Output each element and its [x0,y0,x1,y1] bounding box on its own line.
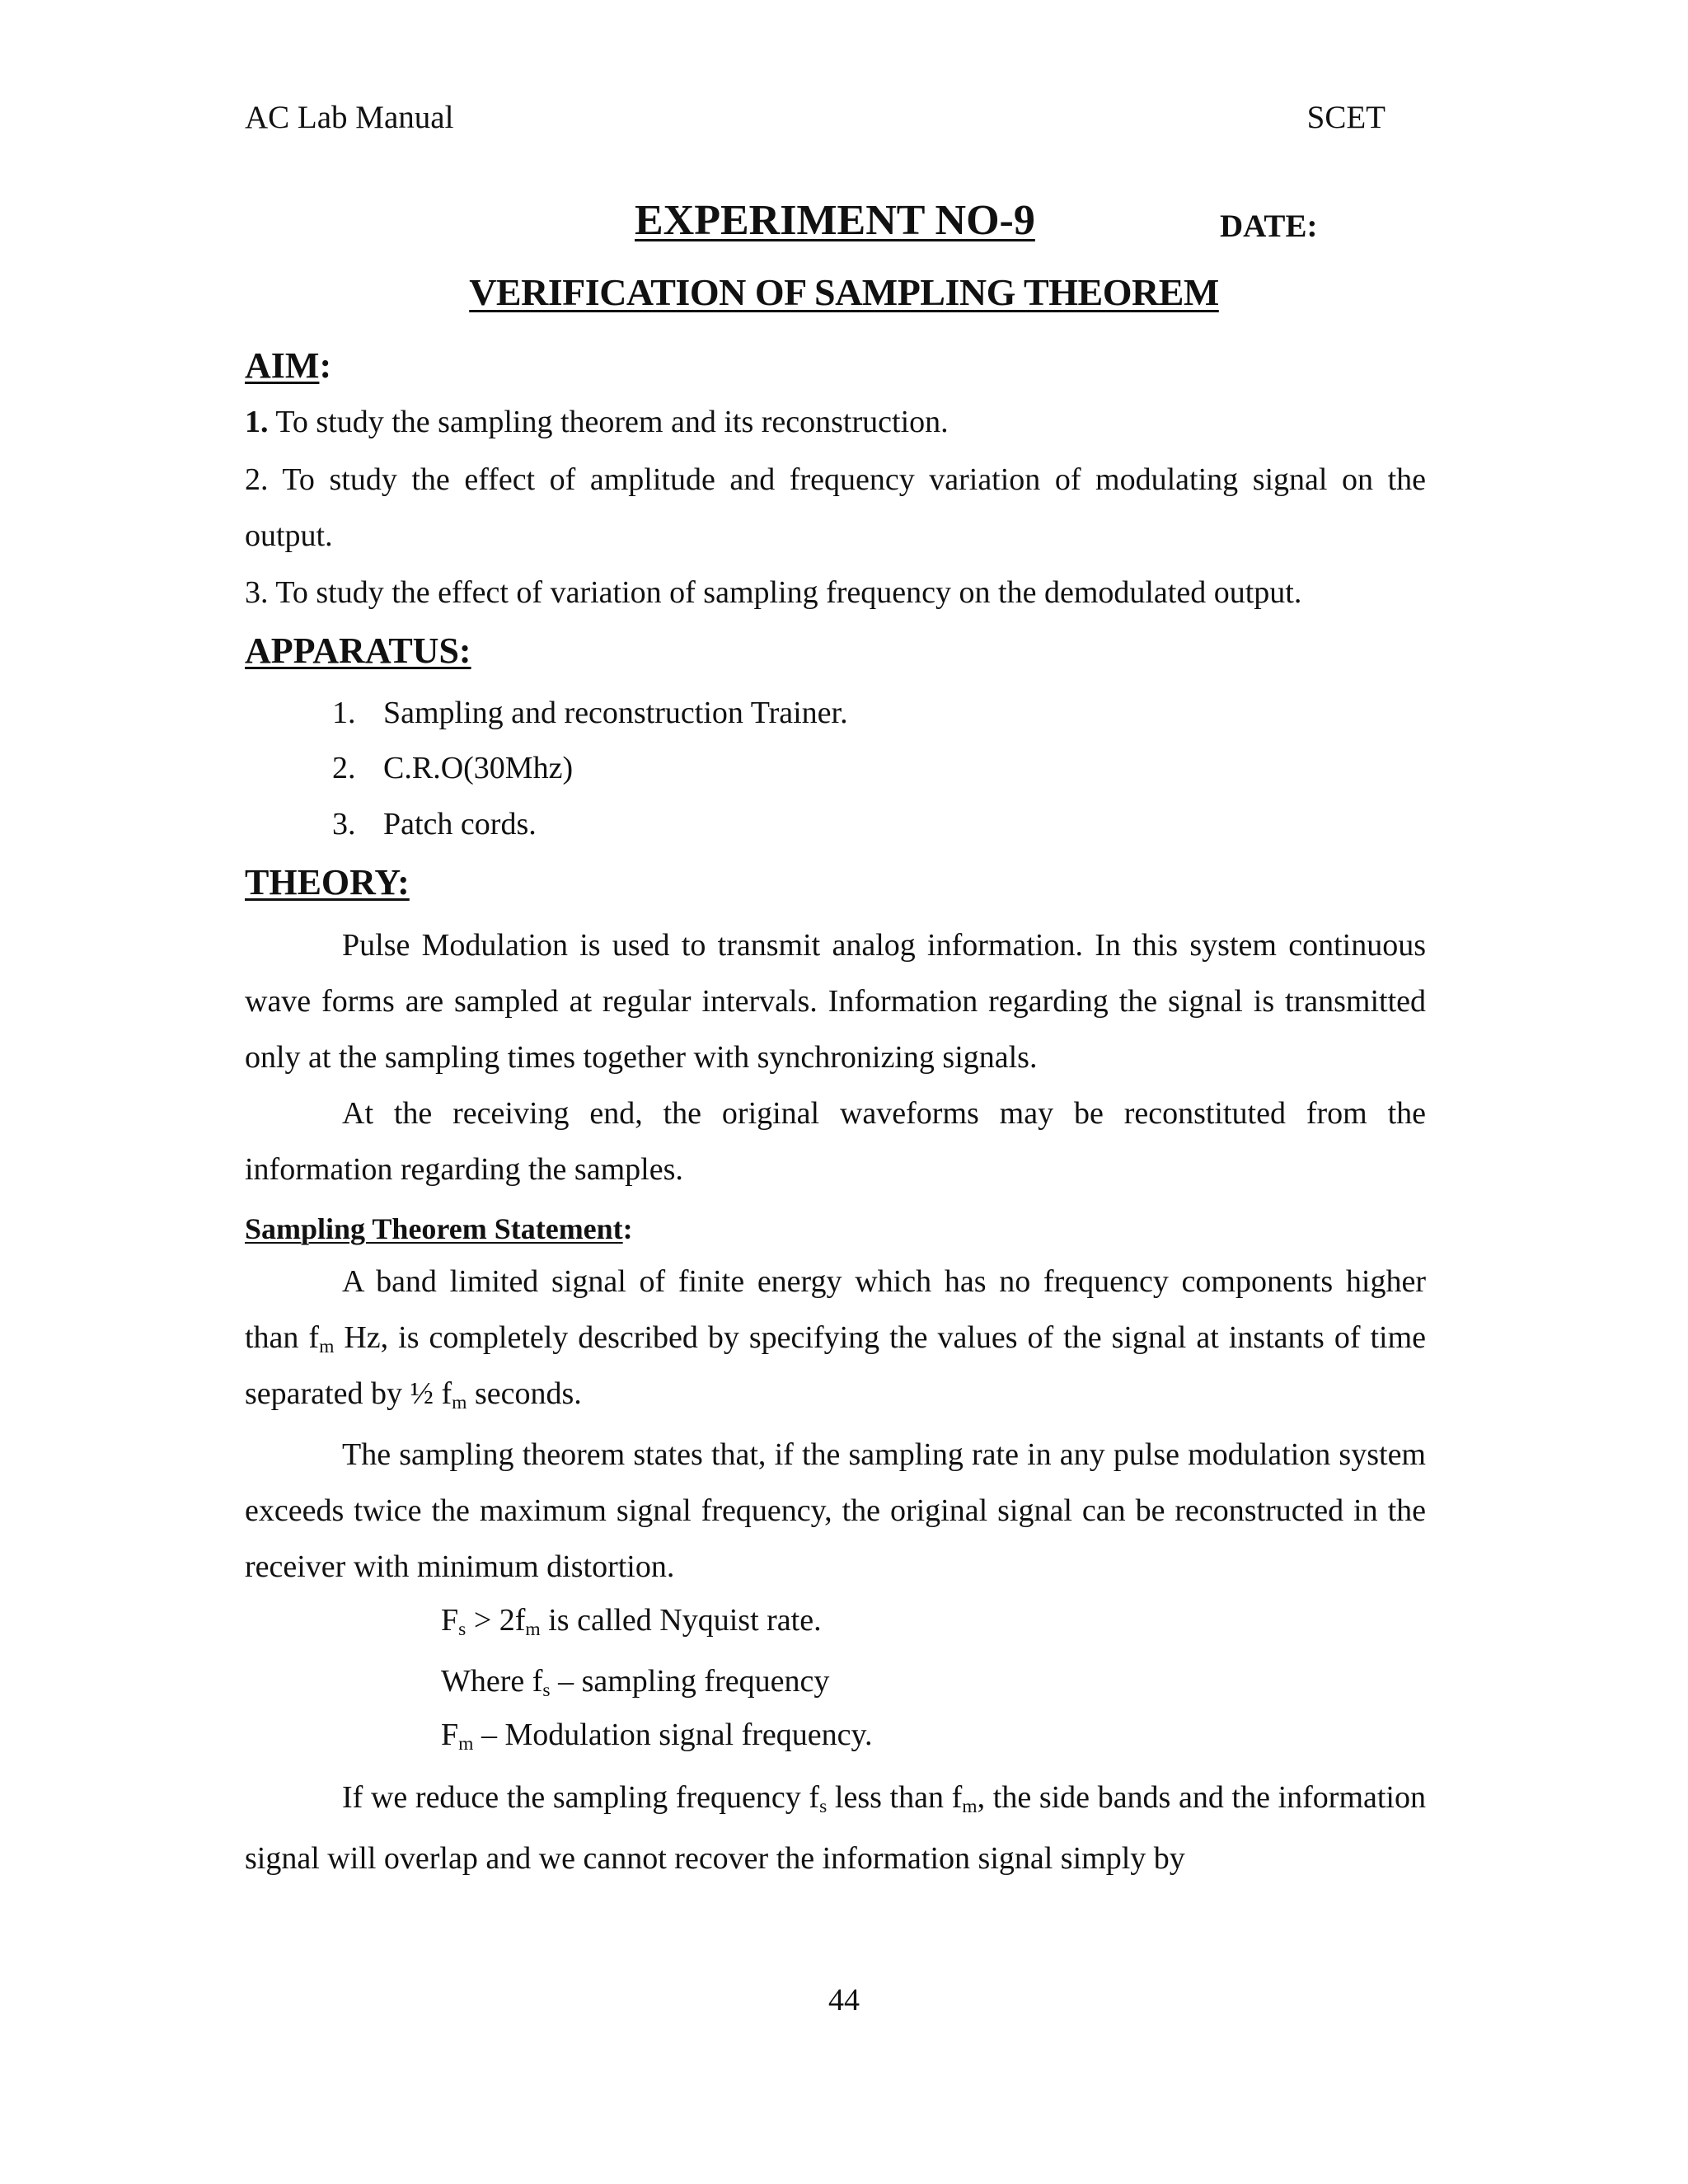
aim-item-1-text: To study the sampling theorem and its reconstruction. [275,405,949,439]
subscript-m: m [319,1335,335,1357]
subscript-m: m [962,1795,978,1817]
subscript-m: m [452,1391,467,1413]
experiment-subtitle: VERIFICATION OF SAMPLING THEOREM [469,271,1219,313]
statement-text-part: Hz, is completely described by specifying the values of the signal at instants of time separated by ½ f [245,1320,1426,1411]
apparatus-item-number: 1. [332,696,356,730]
apparatus-item-text: Patch cords. [383,807,537,841]
formula-text: > 2f [466,1603,526,1638]
aim-item-2: 2. To study the effect of amplitude and frequency variation of modulating signal on the output. [245,462,1426,553]
apparatus-item-number: 2. [332,751,356,785]
closing-paragraph [245,1767,1426,1889]
formula-text: – Modulation signal frequency. [473,1718,873,1752]
formula-text: Where f [441,1664,543,1699]
theory-paragraph-1: Pulse Modulation is used to transmit analog information. In this system continuous wave forms are sampled at regular intervals. Information regarding the signal is transmitted only at the sampling times together with synchronizing signals. [245,928,1426,1075]
statement-paragraph-1 [245,1254,1426,1422]
subscript-s: s [542,1679,551,1701]
page-number: 44 [828,1983,860,2018]
aim-heading-colon: : [319,345,332,386]
header-left: AC Lab Manual [245,100,454,135]
aim-heading [245,344,331,387]
theory-paragraph-2: At the receiving end, the original waveforms may be reconstituted from the information regarding the samples. [245,1096,1426,1187]
closing-text-part: less than f [827,1780,963,1815]
apparatus-heading [245,630,471,672]
aim-heading-text: AIM [245,345,320,386]
formula-text: F [441,1718,459,1752]
apparatus-item-text: Sampling and reconstruction Trainer. [383,696,848,730]
aim-item-3: 3. To study the effect of variation of sampling frequency on the demodulated output. [245,575,1302,610]
apparatus-item [332,695,848,731]
fm-definition [441,1717,873,1753]
apparatus-heading-text: APPARATUS: [245,630,471,671]
experiment-title: EXPERIMENT NO-9 [635,197,1035,244]
subscript-s: s [819,1795,828,1817]
date-label: DATE: [1220,209,1318,244]
nyquist-formula [441,1602,822,1638]
statement-heading-text: Sampling Theorem Statement [245,1212,623,1245]
statement-text-part: A band limited signal of finite energy which has no frequency components higher than f [245,1264,1426,1355]
apparatus-item [332,750,573,786]
subscript-m: m [458,1732,474,1755]
statement-text-part: seconds. [467,1376,582,1411]
statement-paragraph-2: The sampling theorem states that, if the sampling rate in any pulse modulation system exceeds twice the maximum signal frequency, the original signal can be reconstructed in the receiver with minimum distortion. [245,1437,1426,1584]
aim-item-1 [245,404,949,440]
subscript-m: m [525,1618,541,1640]
formula-text: F [441,1603,459,1638]
apparatus-item [332,806,537,842]
statement-heading-colon: : [622,1212,633,1245]
apparatus-item-text: C.R.O(30Mhz) [383,751,574,785]
formula-text: is called Nyquist rate. [540,1603,822,1638]
closing-text-part: , the side bands and the information signal will overlap and we cannot recover the information signal simply by [245,1780,1426,1876]
aim-item-1-number: 1. [245,405,269,439]
fs-definition [441,1663,829,1699]
statement-heading [245,1212,633,1246]
subscript-s: s [458,1618,467,1640]
theory-heading [245,861,410,903]
formula-text: – sampling frequency [550,1664,830,1699]
closing-text-part: If we reduce the sampling frequency f [342,1780,820,1815]
apparatus-item-number: 3. [332,807,356,841]
theory-heading-text: THEORY: [245,862,410,902]
header-right: SCET [1306,100,1386,135]
